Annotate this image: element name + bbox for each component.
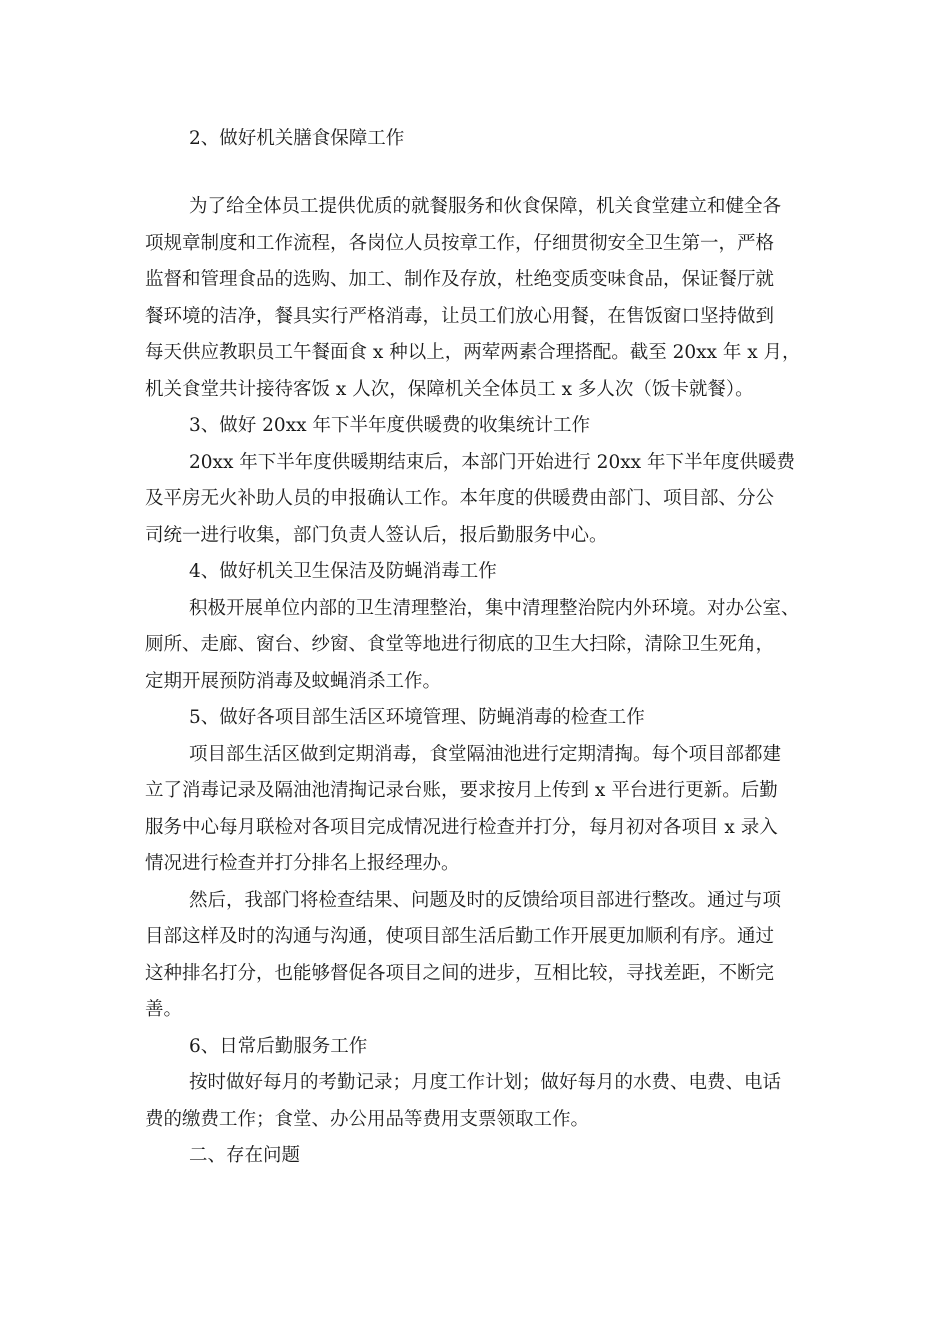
- paragraph-line: 积极开展单位内部的卫生清理整治，集中清理整治院内外环境。对办公室、: [189, 598, 800, 619]
- paragraph-line: 服务中心每月联检对各项目完成情况进行检查并打分，每月初对各项目 x 录入: [145, 817, 778, 838]
- paragraph-line: 费的缴费工作；食堂、办公用品等费用支票领取工作。: [145, 1109, 590, 1130]
- paragraph-line: 及平房无火补助人员的申报确认工作。本年度的供暖费由部门、项目部、分公: [145, 488, 775, 509]
- paragraph-line: 立了消毒记录及隔油池清掏记录台账，要求按月上传到 x 平台进行更新。后勤: [145, 780, 778, 801]
- paragraph-line: 然后，我部门将检查结果、问题及时的反馈给项目部进行整改。通过与项: [189, 890, 782, 911]
- paragraph-line: 项目部生活区做到定期消毒，食堂隔油池进行定期清掏。每个项目部都建: [189, 744, 782, 765]
- paragraph-line: 餐环境的洁净，餐具实行严格消毒，让员工们放心用餐，在售饭窗口坚持做到: [145, 306, 775, 327]
- heading-sanitation: 4、做好机关卫生保洁及防蝇消毒工作: [189, 561, 497, 582]
- paragraph-line: 每天供应教职员工午餐面食 x 种以上，两荤两素合理搭配。截至 20xx 年 x 月，: [145, 342, 801, 363]
- paragraph-line: 厕所、走廊、窗台、纱窗、食堂等地进行彻底的卫生大扫除，清除卫生死角，: [145, 634, 775, 655]
- paragraph-line: 项规章制度和工作流程，各岗位人员按章工作，仔细贯彻安全卫生第一，严格: [145, 233, 775, 254]
- heading-daily-service: 6、日常后勤服务工作: [189, 1036, 368, 1057]
- heading-existing-problems: 二、存在问题: [189, 1145, 301, 1166]
- paragraph-line: 监督和管理食品的选购、加工、制作及存放，杜绝变质变味食品，保证餐厅就: [145, 269, 775, 290]
- paragraph-line: 按时做好每月的考勤记录；月度工作计划；做好每月的水费、电费、电话: [189, 1072, 782, 1093]
- paragraph-line: 20xx 年下半年度供暖期结束后，本部门开始进行 20xx 年下半年度供暖费: [189, 452, 795, 473]
- paragraph-line: 善。: [145, 999, 183, 1020]
- heading-inspection: 5、做好各项目部生活区环境管理、防蝇消毒的检查工作: [189, 707, 645, 728]
- paragraph-line: 定期开展预防消毒及蚊蝇消杀工作。: [145, 671, 442, 692]
- paragraph-line: 司统一进行收集，部门负责人签认后，报后勤服务中心。: [145, 525, 608, 546]
- paragraph-line: 机关食堂共计接待客饭 x 人次，保障机关全体员工 x 多人次（饭卡就餐）。: [145, 379, 754, 400]
- paragraph-line: 情况进行检查并打分排名上报经理办。: [145, 853, 460, 874]
- paragraph-line: 这种排名打分，也能够督促各项目之间的进步，互相比较，寻找差距，不断完: [145, 963, 775, 984]
- paragraph-line: 为了给全体员工提供优质的就餐服务和伙食保障，机关食堂建立和健全各: [189, 196, 782, 217]
- heading-heating-fee: 3、做好 20xx 年下半年度供暖费的收集统计工作: [189, 415, 590, 436]
- paragraph-line: 目部这样及时的沟通与沟通，使项目部生活后勤工作开展更加顺利有序。通过: [145, 926, 775, 947]
- heading-canteen: 2、做好机关膳食保障工作: [189, 128, 405, 149]
